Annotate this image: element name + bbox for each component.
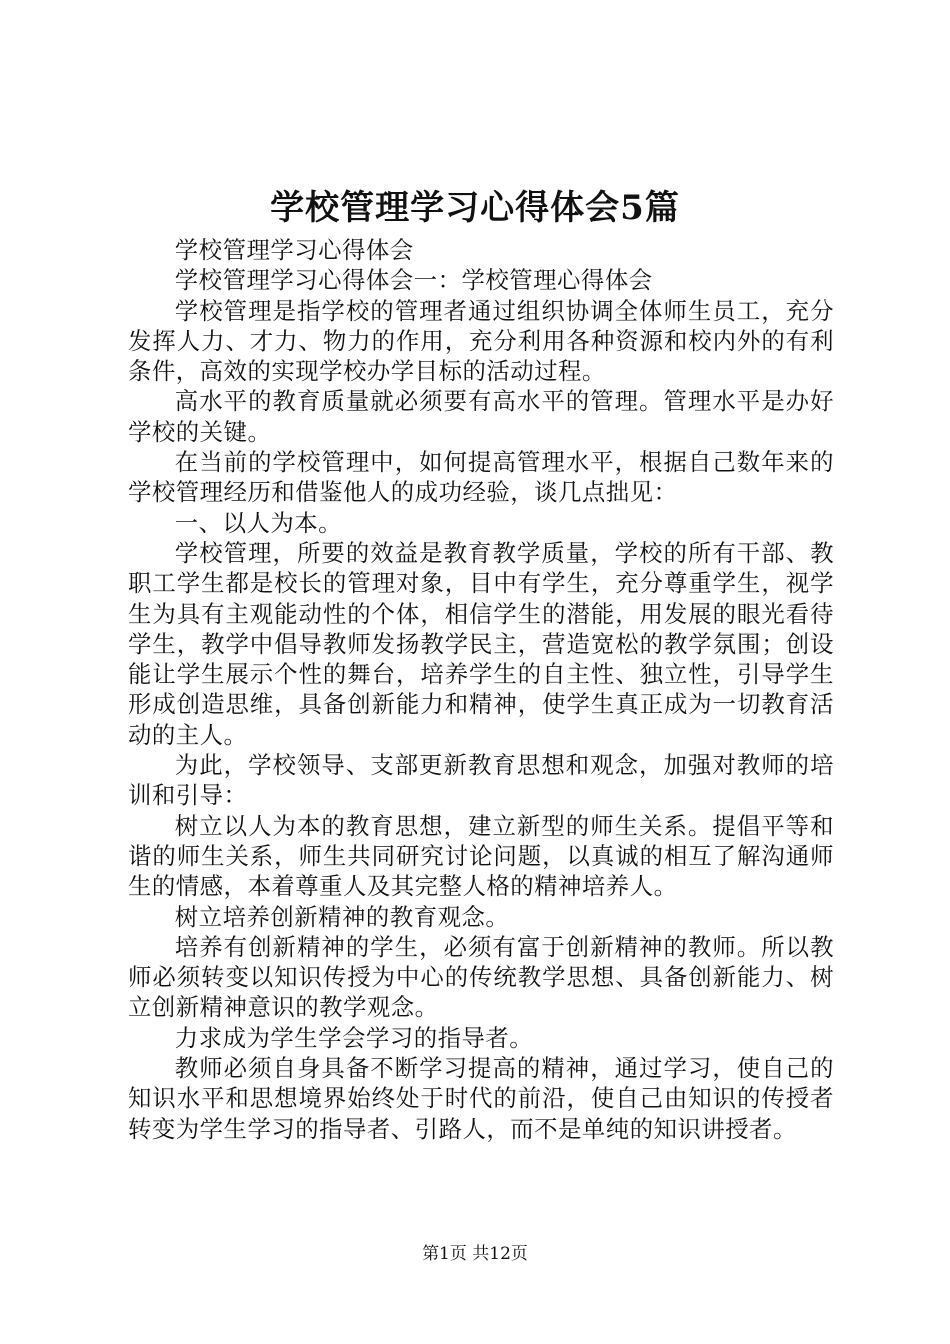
paragraph: 培养有创新精神的学生，必须有富于创新精神的教师。所以教师必须转变以知识传授为中心的传统教学思想、具备创新能力、树立创新精神意识的教学观念。 <box>128 932 834 1022</box>
paragraph: 学校管理是指学校的管理者通过组织协调全体师生员工，充分发挥人力、才力、物力的作用，充分利用各种资源和校内外的有利条件，高效的实现学校办学目标的活动过程。 <box>128 296 834 386</box>
paragraph: 在当前的学校管理中，如何提高管理水平，根据自己数年来的学校管理经历和借鉴他人的成功经验，谈几点拙见： <box>128 448 834 507</box>
document-body <box>128 235 834 1144</box>
paragraph: 树立以人为本的教育思想，建立新型的师生关系。提倡平等和谐的师生关系，师生共同研究讨论问题，以真诚的相互了解沟通师生的情感，本着尊重人及其完整人格的精神培养人。 <box>128 811 834 901</box>
paragraph: 学校管理学习心得体会 <box>174 236 414 264</box>
paragraph: 学校管理学习心得体会一：学校管理心得体会 <box>174 266 653 295</box>
paragraph: 为此，学校领导、支部更新教育思想和观念，加强对教师的培训和引导： <box>128 751 834 810</box>
document-title: 学校管理学习心得体会5篇 <box>270 188 680 228</box>
page-number-footer: 第1页 共12页 <box>422 1244 528 1264</box>
paragraph: 树立培养创新精神的教育观念。 <box>174 902 510 931</box>
paragraph: 学校管理，所要的效益是教育教学质量，学校的所有干部、教职工学生都是校长的管理对象，目中有学生，充分尊重学生，视学生为具有主观能动性的个体，相信学生的潜能，用发展的眼光看待学生，教学中倡导教师发扬教学民主，营造宽松的教学氛围；创设能让学生展示个性的舞台，培养学生的自主性、独立性，引导学生形成创造思维，具备创新能力和精神，使学生真正成为一切教育活动的主人。 <box>128 538 834 749</box>
paragraph: 一、以人为本。 <box>174 508 343 537</box>
paragraph: 高水平的教育质量就必须要有高水平的管理。管理水平是办好学校的关键。 <box>128 387 834 446</box>
paragraph: 教师必须自身具备不断学习提高的精神，通过学习，使自己的知识水平和思想境界始终处于时代的前沿，使自己由知识的传授者转变为学生学习的指导者、引路人，而不是单纯的知识讲授者。 <box>128 1054 834 1143</box>
paragraph: 力求成为学生学会学习的指导者。 <box>174 1023 534 1052</box>
